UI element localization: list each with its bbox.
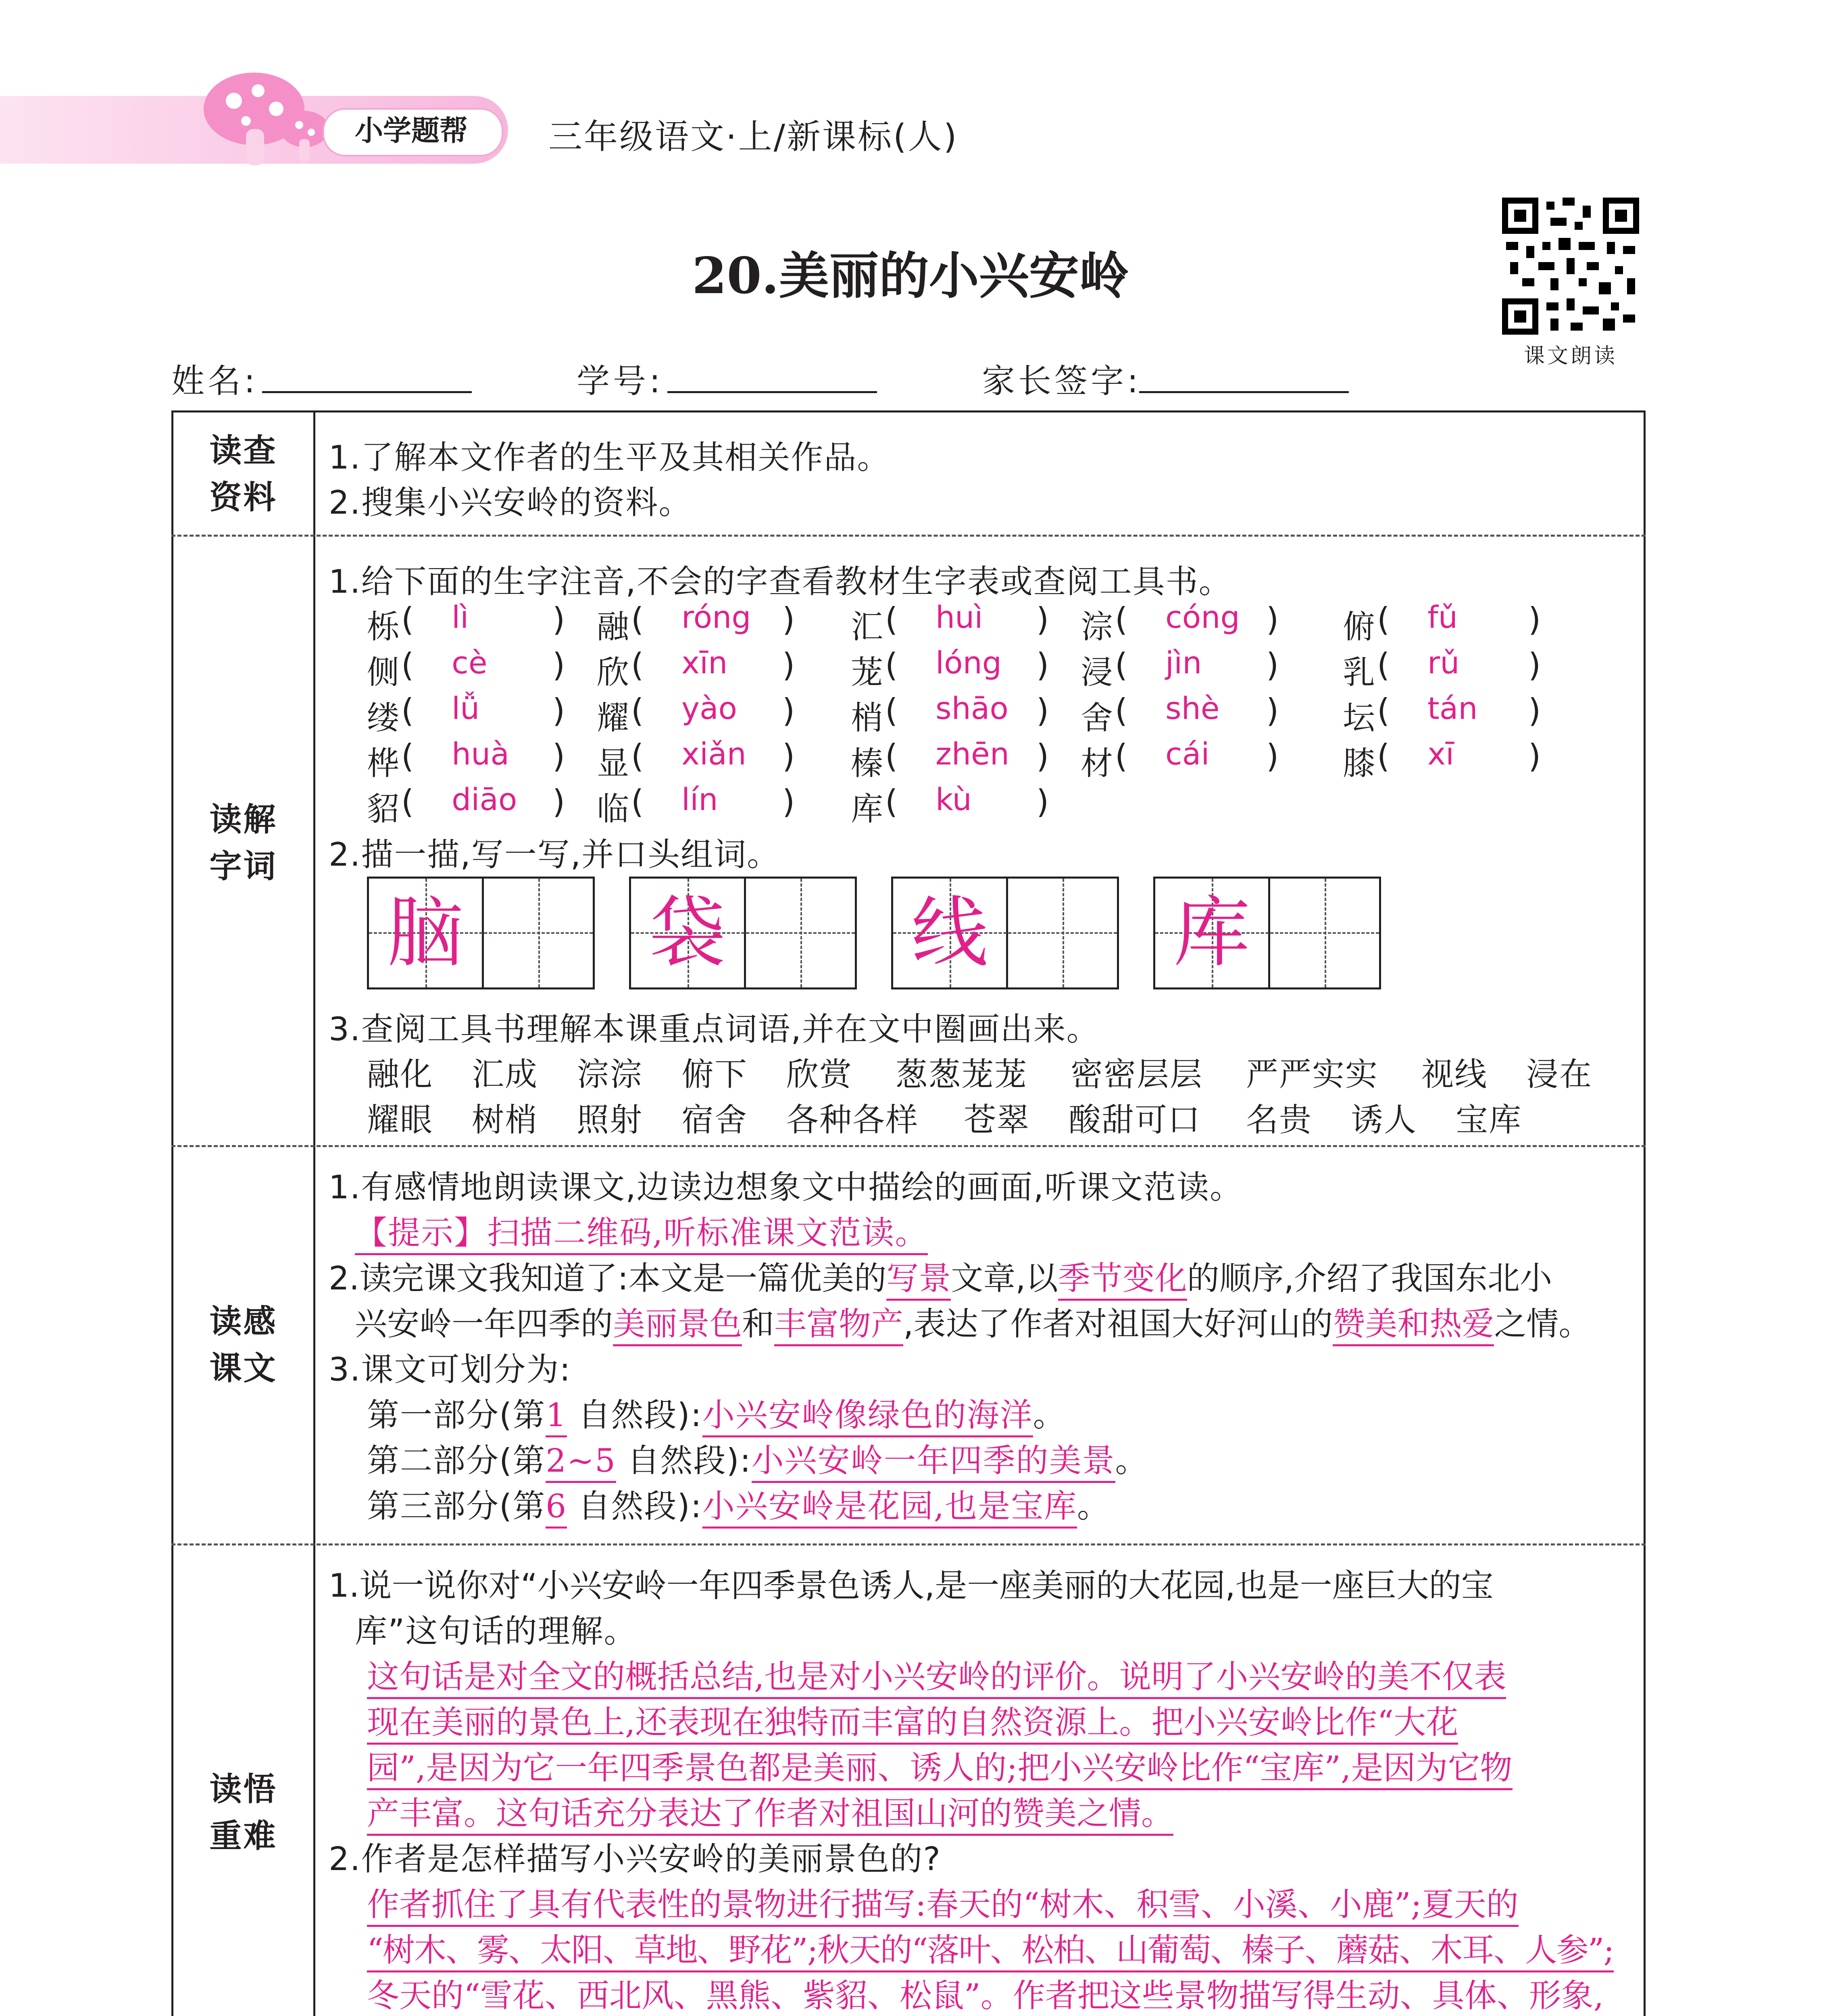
understanding-question-1-line-2: 库”这句话的理解。: [355, 1612, 637, 1650]
pinyin-char: 榛: [851, 745, 883, 782]
section-label-words: 读解字词: [209, 801, 277, 885]
pinyin-char: 缕: [367, 699, 399, 737]
pinyin-paren: (: [401, 783, 414, 821]
vocab-word: 严严实实: [1246, 1056, 1378, 1093]
pinyin-paren: (: [1115, 646, 1128, 684]
answer-2-line-3: 冬天的“雪花、西北风、黑熊、紫貂、松鼠”。作者把这些景物描写得生动、具体、形象,: [367, 1970, 1604, 2016]
pinyin-char: 茏: [851, 654, 883, 691]
pinyin-paren: (: [885, 692, 898, 729]
vocab-word: 名贵: [1246, 1101, 1312, 1139]
answer-1-line-3: 园”,是因为它一年四季景色都是美丽、诱人的;把小兴安岭比作“宝库”,是因为它物: [367, 1742, 1513, 1788]
trace-char: 袋: [649, 888, 726, 977]
pinyin-paren: ): [782, 601, 795, 638]
vocab-word: 浸在: [1526, 1056, 1592, 1093]
pinyin-char: 汇: [851, 608, 883, 646]
pinyin-answer[interactable]: diāo: [452, 781, 517, 817]
pinyin-paren: (: [1377, 737, 1390, 775]
vocab-word: 密密层层: [1071, 1056, 1203, 1093]
student-number-label: 学号:: [577, 362, 664, 400]
answer-1-line-1: 这句话是对全文的概括总结,也是对小兴安岭的评价。说明了小兴安岭的美不仅表: [367, 1651, 1506, 1697]
trace-box-3[interactable]: [891, 877, 1119, 989]
pinyin-char: 栎: [367, 608, 399, 646]
pinyin-paren: ): [1528, 737, 1541, 775]
pinyin-paren: (: [1377, 646, 1390, 684]
pinyin-paren: (: [885, 646, 898, 684]
pinyin-paren: ): [1036, 737, 1049, 775]
pinyin-char: 耀: [597, 699, 629, 737]
pinyin-answer[interactable]: yào: [681, 690, 738, 726]
pinyin-char: 融: [597, 608, 629, 646]
vocab-word: 苍翠: [964, 1101, 1030, 1139]
words-question-3: 3.查阅工具书理解本课重点词语,并在文中圈画出来。: [329, 1010, 1100, 1048]
reading-question-2-line-2: 兴安岭一年四季的美丽景色和丰富物产,表达了作者对祖国大好河山的赞美和热爱之情。: [355, 1298, 1591, 1344]
pinyin-paren: (: [631, 601, 644, 638]
pinyin-char: 材: [1081, 745, 1113, 782]
pinyin-char: 库: [851, 790, 883, 828]
pinyin-paren: (: [885, 601, 898, 638]
understanding-question-1-line-1: 1.说一说你对“小兴安岭一年四季景色诱人,是一座美丽的大花园,也是一座巨大的宝: [329, 1567, 1494, 1604]
vocab-word: 汇成: [472, 1056, 538, 1093]
reading-tip: 【提示】扫描二维码,听标准课文范读。: [355, 1207, 928, 1253]
pinyin-paren: (: [1115, 601, 1128, 638]
pinyin-char: 侧: [367, 654, 399, 691]
pinyin-paren: ): [552, 601, 565, 638]
reading-question-3: 3.课文可划分为:: [329, 1351, 571, 1388]
pinyin-paren: ): [782, 646, 795, 684]
pinyin-char: 舍: [1081, 699, 1113, 737]
pinyin-char: 欣: [597, 654, 629, 691]
vocab-word: 淙淙: [577, 1056, 643, 1093]
pinyin-paren: (: [1115, 692, 1128, 729]
pinyin-answer[interactable]: tán: [1427, 690, 1478, 726]
trace-box-1[interactable]: [367, 877, 595, 989]
pinyin-char: 膝: [1343, 745, 1375, 782]
vocab-word: 融化: [367, 1056, 433, 1093]
pinyin-char: 梢: [851, 699, 883, 737]
student-number-field[interactable]: [667, 391, 877, 393]
qr-caption: 课文朗读: [1523, 344, 1617, 368]
pinyin-answer[interactable]: huà: [452, 736, 509, 772]
pinyin-paren: ): [552, 646, 565, 684]
words-question-1: 1.给下面的生字注音,不会的字查看教材生字表或查阅工具书。: [329, 563, 1232, 600]
pinyin-paren: ): [1266, 737, 1279, 775]
pinyin-paren: (: [631, 692, 644, 729]
reading-question-2-line-1: 2.读完课文我知道了:本文是一篇优美的写景文章,以季节变化的顺序,介绍了我国东北小: [329, 1252, 1552, 1299]
pinyin-paren: ): [552, 692, 565, 729]
part-3: 第三部分(第6 自然段):小兴安岭是花园,也是宝库。: [367, 1480, 1110, 1527]
pinyin-paren: ): [552, 737, 565, 775]
section-label-reading: 读感课文: [209, 1303, 277, 1387]
vocab-word: 欣赏: [786, 1056, 852, 1093]
pinyin-paren: (: [885, 783, 898, 821]
pinyin-answer[interactable]: xiǎn: [681, 736, 746, 772]
pinyin-paren: ): [1266, 646, 1279, 684]
pinyin-paren: ): [782, 783, 795, 821]
pinyin-answer[interactable]: huì: [936, 599, 983, 635]
pinyin-answer[interactable]: cái: [1165, 736, 1210, 772]
pinyin-answer[interactable]: lóng: [936, 645, 1002, 681]
answer-2-line-2: “树木、雾、太阳、草地、野花”;秋天的“落叶、松柏、山葡萄、榛子、蘑菇、木耳、人参”;: [367, 1924, 1614, 1970]
answer-blank: 写景: [886, 1260, 951, 1301]
column-divider: [313, 410, 315, 2016]
answer-blank: 美丽景色: [613, 1305, 742, 1346]
pinyin-paren: ): [1266, 692, 1279, 729]
pinyin-paren: ): [552, 783, 565, 821]
vocab-word: 树梢: [472, 1101, 538, 1139]
pinyin-answer[interactable]: shāo: [936, 690, 1008, 726]
vocab-word: 酸甜可口: [1069, 1101, 1201, 1139]
pinyin-char: 貂: [367, 790, 399, 828]
answer-blank: 丰富物产: [774, 1305, 903, 1346]
pinyin-paren: ): [1036, 783, 1049, 821]
row-divider: [171, 1543, 1646, 1545]
pinyin-answer[interactable]: xī: [1427, 736, 1454, 772]
pinyin-paren: ): [1528, 646, 1541, 684]
answer-1-line-4: 产丰富。这句话充分表达了作者对祖国山河的赞美之情。: [367, 1787, 1173, 1834]
mushroom-logo-icon: [194, 69, 339, 173]
pinyin-paren: ): [1528, 601, 1541, 638]
section-label-research: 读查资料: [209, 432, 277, 516]
words-question-2: 2.描一描,写一写,并口头组词。: [329, 836, 780, 873]
trace-box-2[interactable]: [629, 877, 857, 989]
trace-char: 脑: [387, 888, 464, 977]
pinyin-paren: ): [1036, 601, 1049, 638]
row-divider: [171, 535, 1646, 537]
pinyin-char: 临: [597, 790, 629, 828]
part-1: 第一部分(第1 自然段):小兴安岭像绿色的海洋。: [367, 1389, 1066, 1435]
answer-blank: 季节变化: [1058, 1260, 1187, 1301]
pinyin-paren: ): [1266, 601, 1279, 638]
pinyin-paren: (: [401, 646, 414, 684]
pinyin-paren: (: [401, 692, 414, 729]
book-title: 三年级语文·上/新课标(人): [548, 117, 958, 156]
pinyin-answer[interactable]: lǚ: [452, 690, 480, 726]
reading-question-1: 1.有感情地朗读课文,边读边想象文中描绘的画面,听课文范读。: [329, 1168, 1243, 1206]
vocab-word: 诱人: [1351, 1101, 1417, 1139]
vocab-word: 葱葱茏茏: [895, 1056, 1027, 1093]
pinyin-paren: (: [631, 737, 644, 775]
pinyin-paren: (: [1377, 601, 1390, 638]
vocab-word: 宿舍: [681, 1101, 748, 1139]
trace-char: 库: [1173, 888, 1250, 977]
pinyin-answer[interactable]: lín: [681, 781, 718, 817]
research-item-2: 2.搜集小兴安岭的资料。: [329, 484, 692, 521]
pinyin-answer[interactable]: zhēn: [936, 736, 1009, 772]
brand-name: 小学题帮: [355, 114, 468, 147]
parent-signature-label: 家长签字:: [982, 362, 1142, 400]
pinyin-paren: (: [885, 737, 898, 775]
pinyin-char: 浸: [1081, 654, 1113, 691]
vocab-word: 各种各样: [786, 1101, 919, 1139]
pinyin-paren: (: [1115, 737, 1128, 775]
pinyin-paren: (: [631, 646, 644, 684]
qr-code-icon[interactable]: [1502, 198, 1639, 335]
vocab-word: 视线: [1421, 1056, 1488, 1093]
pinyin-char: 坛: [1343, 699, 1375, 737]
vocab-word: 俯下: [681, 1056, 748, 1093]
pinyin-paren: ): [1036, 646, 1049, 684]
pinyin-paren: ): [1528, 692, 1541, 729]
pinyin-answer[interactable]: xīn: [681, 645, 728, 681]
answer-blank: 赞美和热爱: [1333, 1305, 1494, 1346]
pinyin-answer[interactable]: shè: [1165, 690, 1220, 726]
pinyin-answer[interactable]: cè: [452, 645, 488, 681]
name-field[interactable]: [262, 391, 472, 393]
vocab-word: 照射: [577, 1101, 643, 1139]
understanding-question-2: 2.作者是怎样描写小兴安岭的美丽景色的?: [329, 1840, 941, 1878]
pinyin-paren: ): [782, 737, 795, 775]
answer-2-line-1: 作者抓住了具有代表性的景物进行描写:春天的“树木、积雪、小溪、小鹿”;夏天的: [367, 1879, 1519, 1925]
pinyin-char: 显: [597, 745, 629, 782]
name-label: 姓名:: [171, 362, 258, 400]
pinyin-answer[interactable]: kù: [936, 781, 972, 817]
parent-signature-field[interactable]: [1139, 391, 1349, 393]
pinyin-char: 桦: [367, 745, 399, 782]
answer-1-line-2: 现在美丽的景色上,还表现在独特而丰富的自然资源上。把小兴安岭比作“大花: [367, 1696, 1458, 1743]
pinyin-answer[interactable]: róng: [681, 599, 751, 635]
pinyin-paren: (: [401, 737, 414, 775]
pinyin-paren: (: [1377, 692, 1390, 729]
vocab-word: 耀眼: [367, 1101, 433, 1139]
trace-box-4[interactable]: [1153, 877, 1381, 989]
pinyin-char: 淙: [1081, 608, 1113, 646]
pinyin-answer[interactable]: cóng: [1165, 599, 1240, 635]
pinyin-answer[interactable]: rǔ: [1427, 645, 1460, 681]
pinyin-paren: ): [782, 692, 795, 729]
trace-char: 线: [911, 888, 988, 977]
pinyin-paren: (: [631, 783, 644, 821]
lesson-title: 20.美丽的小兴安岭: [692, 247, 1129, 305]
vocab-word: 宝库: [1456, 1101, 1522, 1139]
pinyin-char: 俯: [1343, 608, 1375, 646]
pinyin-paren: (: [401, 601, 414, 638]
section-label-understanding: 读悟重难: [209, 1770, 277, 1855]
pinyin-answer[interactable]: jìn: [1165, 645, 1202, 681]
row-divider: [171, 1145, 1646, 1147]
part-2: 第二部分(第2~5 自然段):小兴安岭一年四季的美景。: [367, 1435, 1148, 1481]
pinyin-answer[interactable]: fǔ: [1427, 599, 1458, 635]
pinyin-answer[interactable]: lì: [452, 599, 469, 635]
pinyin-paren: ): [1036, 692, 1049, 729]
pinyin-char: 乳: [1343, 654, 1375, 691]
research-item-1: 1.了解本文作者的生平及其相关作品。: [329, 439, 890, 476]
